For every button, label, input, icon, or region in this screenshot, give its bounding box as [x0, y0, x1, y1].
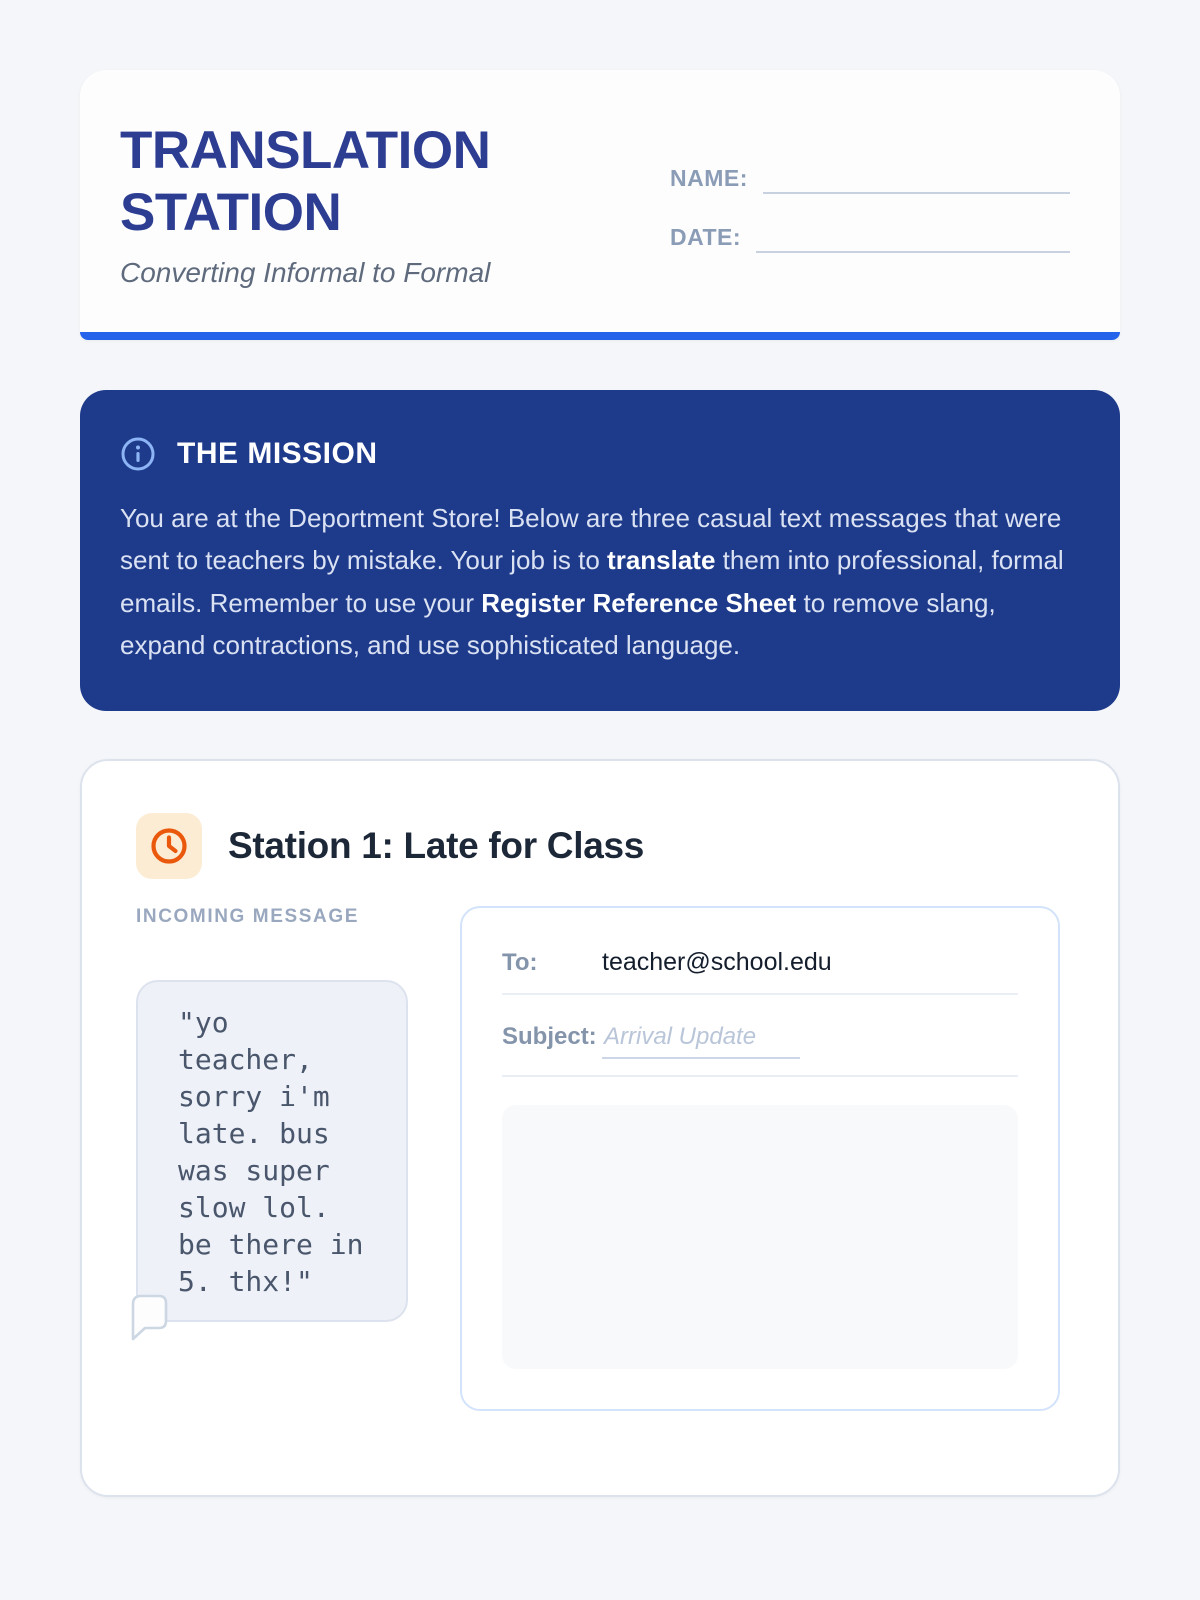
clock-icon-tile — [136, 813, 202, 879]
header-card — [80, 70, 1120, 340]
clock-icon — [148, 825, 190, 867]
email-divider — [502, 1075, 1018, 1077]
info-icon — [120, 436, 156, 472]
mission-heading: THE MISSION — [177, 437, 378, 470]
date-label: DATE: — [670, 224, 742, 250]
mission-text-segment: to remove slang, expand contractions, and use sophisticated language. — [120, 587, 996, 661]
subject-input[interactable]: Arrival Update — [602, 1023, 800, 1059]
mission-text-segment: You are at the Deportment Store! Below are three casual text messages that were sent to teachers by mistake. Your job is to — [120, 503, 1062, 576]
station-1-header — [136, 813, 1060, 879]
email-body-input[interactable] — [502, 1105, 1018, 1369]
incoming-message-bubble — [136, 980, 408, 1322]
mission-text-bold: Register Reference Sheet — [481, 587, 797, 618]
page-title — [120, 120, 490, 244]
page-title-line2: STATION — [120, 183, 342, 242]
email-to-row — [502, 948, 1018, 977]
incoming-message-text: "yo teacher, sorry i'm late. bus was super slow lol. be there in 5. thx!" — [178, 1005, 364, 1298]
name-date-block — [670, 162, 1070, 296]
subject-label: Subject: — [502, 1022, 597, 1050]
page-subtitle: Converting Informal to Formal — [120, 257, 491, 288]
name-field-row — [670, 162, 1070, 194]
date-field-row — [670, 221, 1070, 253]
mission-box — [80, 390, 1120, 711]
email-divider — [502, 993, 1018, 995]
to-value: teacher@school.edu — [602, 947, 832, 976]
incoming-message-column — [136, 906, 408, 1322]
speech-tail-icon — [129, 1293, 169, 1346]
incoming-message-label: INCOMING MESSAGE — [136, 905, 360, 927]
name-label: NAME: — [670, 165, 748, 191]
station-1-card — [80, 759, 1120, 1497]
name-input-line[interactable] — [763, 162, 1070, 194]
station-1-title: Station 1: Late for Class — [228, 824, 645, 866]
page-title-line1: TRANSLATION — [120, 121, 491, 180]
mission-text — [120, 497, 1078, 667]
email-draft-card — [460, 906, 1060, 1411]
title-block — [120, 120, 490, 296]
email-subject-row — [502, 1023, 1018, 1059]
mission-text-segment: them into professional, formal emails. Remember to use your — [120, 545, 1064, 618]
mission-header — [120, 436, 1078, 472]
station-1-content — [136, 906, 1060, 1411]
mission-text-bold: translate — [607, 545, 716, 576]
to-label: To: — [502, 948, 538, 976]
date-input-line[interactable] — [756, 221, 1070, 253]
